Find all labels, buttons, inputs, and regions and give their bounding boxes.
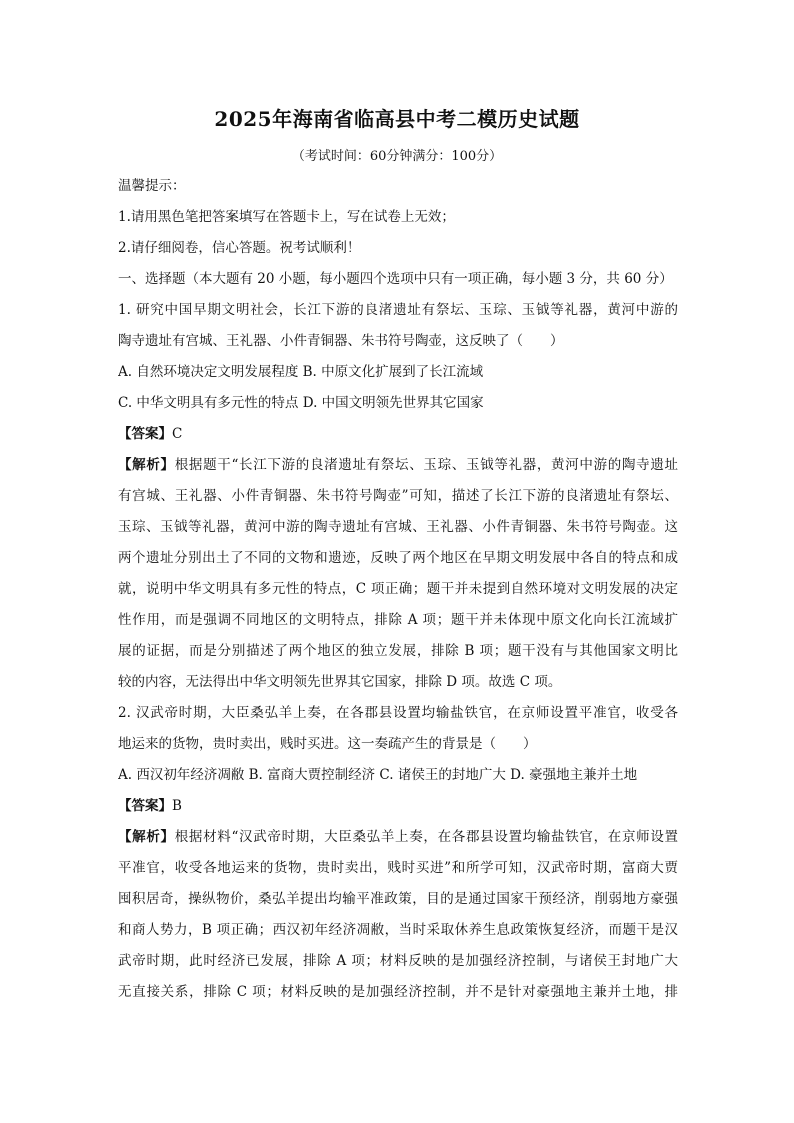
notice-heading: 温馨提示： [118, 178, 186, 194]
analysis-text: 根据材料“汉武帝时期，大臣桑弘羊上奏，在各郡县设置均输盐铁官，在京师设置 [174, 829, 678, 845]
page-title: 2025年海南省临高县中考二模历史试题 [214, 107, 580, 131]
analysis-line: 较的内容，无法得出中华文明领先世界其它国家，排除 D 项。故选 C 项。 [118, 674, 562, 690]
analysis-text: 根据题干“长江下游的良渚遗址有祭坛、玉琮、玉钺等礼器，黄河中游的陶寺遗址 [174, 457, 678, 473]
analysis-line: 囤积居奇，操纵物价，桑弘羊提出均输平准政策，目的是通过国家干预经济，削弱地方豪强 [118, 891, 678, 907]
notice-tip: 2.请仔细阅卷，信心答题。祝考试顺利！ [118, 240, 361, 256]
analysis-line: 平准官，收受各地运来的货物，贵时卖出，贱时买进”和所学可知，汉武帝时期，富商大贾 [118, 860, 678, 876]
analysis-line: 和商人势力，B 项正确；西汉初年经济凋敝，当时采取休养生息政策恢复经济，而题干是汉 [118, 922, 678, 938]
question-option-line: C. 中华文明具有多元性的特点 D. 中国文明领先世界其它国家 [118, 395, 484, 411]
answer-line [118, 424, 678, 444]
analysis-label: 【解析】 [118, 829, 175, 845]
answer-label: 【答案】 [118, 798, 172, 814]
question-stem-line: 陶寺遗址有宫城、王礼器、小件青铜器、朱书符号陶壶，这反映了（ ） [118, 333, 564, 349]
notice-tip: 1.请用黑色笔把答案填写在答题卡上，写在试卷上无效； [118, 209, 455, 225]
analysis-label: 【解析】 [118, 457, 175, 473]
question-option-line: A. 西汉初年经济凋敝 B. 富商大贾控制经济 C. 诸侯王的封地广大 D. 豪强地主兼并土地 [118, 767, 638, 783]
analysis-line: 性作用，而是强调不同地区的文明特点，排除 A 项；题干并未体现中原文化向长江流域扩 [118, 612, 678, 628]
analysis-line: 两个遗址分别出土了不同的文物和遗迹，反映了两个地区在早期文明发展中各自的特点和成 [118, 550, 678, 566]
answer-value: B [172, 798, 182, 814]
section-heading: 一、选择题（本大题有 20 小题，每小题四个选项中只有一项正确，每小题 3 分，共 60 分） [118, 271, 673, 287]
analysis-line [118, 827, 678, 847]
answer-value: C [172, 426, 183, 442]
analysis-line [118, 455, 678, 475]
question-option-line: A. 自然环境决定文明发展程度 B. 中原文化扩展到了长江流域 [118, 364, 484, 380]
exam-duration-note: （考试时间：60分钟满分：100分） [291, 149, 503, 164]
analysis-line: 展的证据，而是分别描述了两个地区的独立发展，排除 B 项；题干没有与其他国家文明比 [118, 643, 678, 659]
analysis-line: 武帝时期，此时经济已发展，排除 A 项；材料反映的是加强经济控制，与诸侯王封地广大 [118, 953, 678, 969]
question-stem-line: 2. 汉武帝时期，大臣桑弘羊上奏，在各郡县设置均输盐铁官，在京师设置平准官，收受各 [118, 705, 678, 721]
question-stem-line: 地运来的货物，贵时卖出，贱时买进。这一奏疏产生的背景是（ ） [118, 736, 537, 752]
analysis-line: 无直接关系，排除 C 项；材料反映的是加强经济控制，并不是针对豪强地主兼并土地，排 [118, 984, 678, 1000]
analysis-line: 有宫城、王礼器、小件青铜器、朱书符号陶壶”可知，描述了长江下游的良渚遗址有祭坛、 [118, 488, 678, 504]
analysis-line: 玉琮、玉钺等礼器，黄河中游的陶寺遗址有宫城、王礼器、小件青铜器、朱书符号陶壶。这 [118, 519, 678, 535]
question-stem-line: 1. 研究中国早期文明社会，长江下游的良渚遗址有祭坛、玉琮、玉钺等礼器，黄河中游的 [118, 302, 678, 318]
analysis-line: 就，说明中华文明具有多元性的特点，C 项正确；题干并未提到自然环境对文明发展的决定 [118, 581, 678, 597]
answer-label: 【答案】 [118, 426, 172, 442]
answer-line [118, 796, 678, 816]
